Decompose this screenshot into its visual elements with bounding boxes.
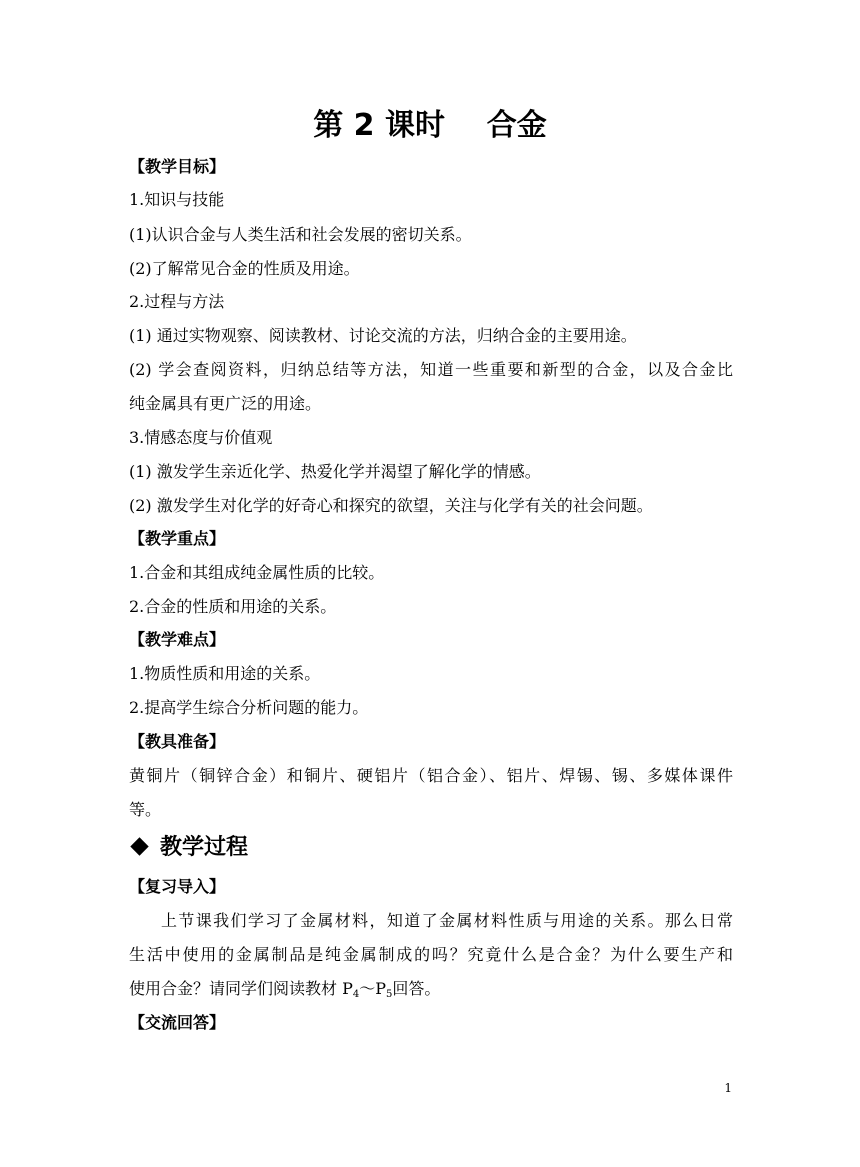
key-point-1: 1.合金和其组成纯金属性质的比较。 [129,563,385,582]
process-heading: 2.过程与方法 [129,292,225,311]
emotion-item-2: (2) 激发学生对化学的好奇心和探究的欲望，关注与化学有关的社会问题。 [129,496,653,515]
review-line-3-prefix: 使用合金？请同学们阅读教材 P [129,979,353,998]
materials-line-1: 黄铜片（铜锌合金）和铜片、硬铝片（铝合金）、铝片、焊锡、锡、多媒体课件 [129,766,733,785]
process-item-1: (1) 通过实物观察、阅读教材、讨论交流的方法，归纳合金的主要用途。 [129,326,637,345]
teaching-process-heading [129,833,248,863]
review-line-3 [129,978,733,1000]
exchange-heading: 【交流回答】 [129,1013,226,1032]
difficulties-heading: 【教学难点】 [129,630,226,649]
materials-line-2: 等。 [129,800,162,819]
page-range-separator: ～P [359,979,387,998]
key-point-2: 2.合金的性质和用途的关系。 [129,597,337,616]
emotion-heading: 3.情感态度与价值观 [129,428,273,447]
emotion-item-1: (1) 激发学生亲近化学、热爱化学并渴望了解化学的情感。 [129,462,541,481]
process-item-2-line-1: (2) 学会查阅资料，归纳总结等方法，知道一些重要和新型的合金，以及合金比 [129,360,733,379]
process-item-2-line-2: 纯金属具有更广泛的用途。 [129,394,322,413]
page-title: 第 2 课时 合金 [313,108,547,143]
diamond-bullet-icon [130,837,148,855]
knowledge-item-1: (1)认识合金与人类生活和社会发展的密切关系。 [129,225,472,244]
page-range-start-subscript: 4 [352,989,360,1000]
review-line-3-suffix: 回答。 [392,979,441,998]
teaching-process-title: 教学过程 [160,835,249,860]
review-line-1: 上节课我们学习了金属材料，知道了金属材料性质与用途的关系。那么日常 [161,911,733,930]
knowledge-heading: 1.知识与技能 [129,190,225,209]
page-number: 1 [724,1081,732,1095]
materials-heading: 【教具准备】 [129,732,226,751]
review-heading: 【复习导入】 [129,877,226,896]
review-line-2: 生活中使用的金属制品是纯金属制成的吗？究竟什么是合金？为什么要生产和 [129,945,733,964]
knowledge-item-2: (2)了解常见合金的性质及用途。 [129,259,360,278]
difficulty-1: 1.物质性质和用途的关系。 [129,664,321,683]
key-points-heading: 【教学重点】 [129,529,226,548]
difficulty-2: 2.提高学生综合分析问题的能力。 [129,698,369,717]
objectives-heading: 【教学目标】 [129,157,226,176]
page-range-end-subscript: 5 [386,989,393,1000]
